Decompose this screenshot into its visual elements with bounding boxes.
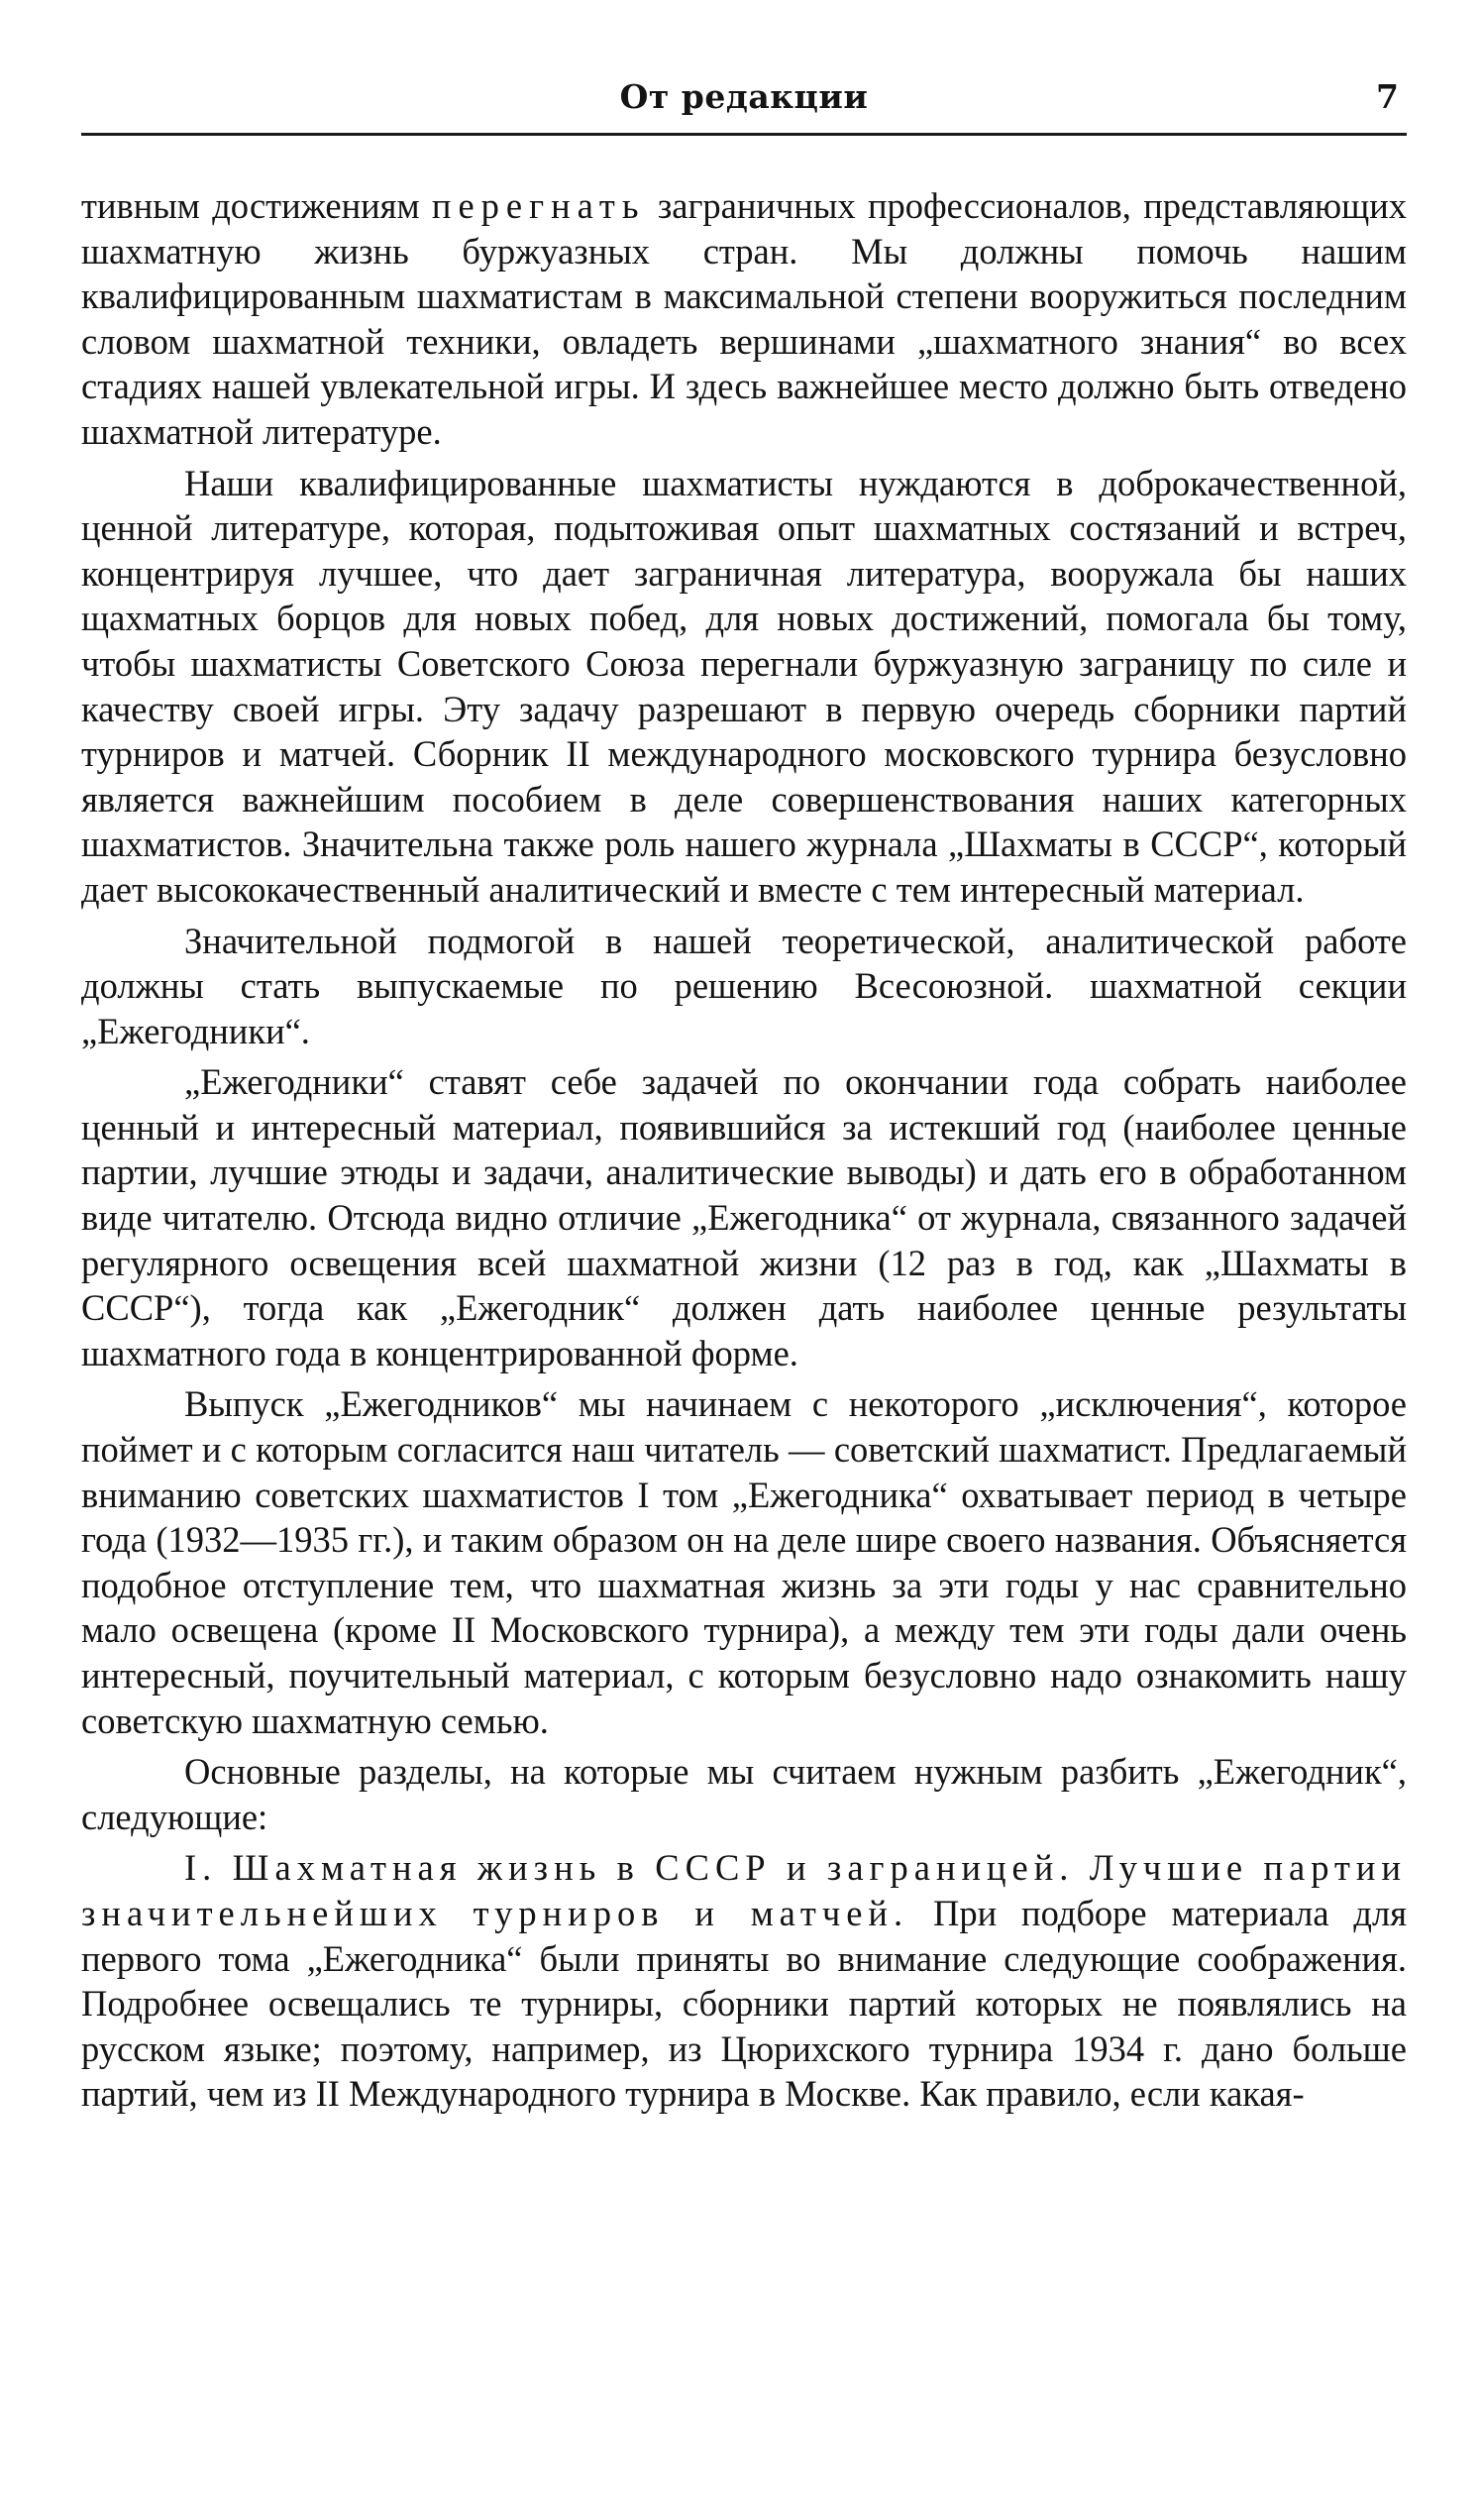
paragraph-3: Значительной подмогой в нашей теоретической, аналитической работе должны стать выпускаемые по решению Всесоюзной. шахматной секции „Ежегодники“. xyxy=(81,920,1407,1051)
running-head xyxy=(81,75,1407,127)
paragraph-1-rest: заграничных профессионалов, представляющих шахматную жизнь буржуазных стран. Мы должны помочь нашим квалифицированным шахматистам в максимальной степени вооружиться последним словом шахматной техники, овладеть вершинами „шахматного знания“ во всех стадиях нашей увлекательной игры. И здесь важнейшее место должно быть отведено шахматной литературе. xyxy=(81,185,1407,452)
paragraph-7 xyxy=(81,1845,1407,2117)
paragraph-1 xyxy=(81,183,1407,455)
paragraph-6: Основные разделы, на которые мы считаем нужным разбить „Ежегодник“, следующие: xyxy=(81,1751,1407,1837)
paragraph-5: Выпуск „Ежегодников“ мы начинаем с некоторого „исключения“, которое поймет и с которым согласится наш читатель — советский шахматист. Предлагаемый вниманию советских шахматистов I том „Ежегодника“ охватывает период в четыре года (1932—1935 гг.), и таким образом он на деле шире своего названия. Объясняется подобное отступление тем, что шахматная жизнь за эти годы у нас сравнительно мало освещена (кроме II Московского турнира), а между тем эти годы дали очень интересный, поучительный материал, с которым безусловно надо ознакомить нашу советскую шахматную семью. xyxy=(81,1383,1407,1741)
body-text xyxy=(81,183,1407,2123)
header-rule xyxy=(81,133,1407,136)
spaced-emphasis: перегнать xyxy=(431,185,646,226)
section-heading: I. Шахматная жизнь в СССР и заграницей. Лучшие партии значительнейших турниров и матчей. xyxy=(81,1847,1407,1933)
paragraph-4: „Ежегодники“ ставят себе задачей по окончании года собрать наиболее ценный и интересный материал, появившийся за истекший год (наиболее ценные партии, лучшие этюды и задачи, аналитические выводы) и дать его в обработанном виде читателю. Отсюда видно отличие „Ежегодника“ от журнала, связанного задачей регулярного освещения всей шахматной жизни (12 раз в год, как „Шахматы в СССР“), тогда как „Ежегодник“ должен дать наиболее ценные результаты шахматного года в концентрированной форме. xyxy=(81,1061,1407,1373)
page-number: 7 xyxy=(1376,77,1399,116)
paragraph-1-intro: тивным достижениям xyxy=(81,185,432,226)
paragraph-2: Наши квалифицированные шахматисты нуждаются в доброкачественной, ценной литературе, которая, подытоживая опыт шахматных состязаний и встреч, концентрируя лучшее, что дает заграничная литература, вооружала бы наших щахматных борцов для новых побед, для новых достижений, помогала бы тому, чтобы шахматисты Советского Союза перегнали буржуазную заграницу по силе и качеству своей игры. Эту задачу разрешают в первую очередь сборники партий турниров и матчей. Сборник II международного московского турнира безусловно является важнейшим пособием в деле совершенствования наших категорных шахматистов. Значительна также роль нашего журнала „Шахматы в СССР“, который дает высококачественный аналитический и вместе с тем интересный материал. xyxy=(81,462,1407,910)
paragraph-7-rest: При подборе материала для первого тома „Ежегодника“ были приняты во внимание следующие соображения. Подробнее освещались те турниры, сборники партий которых не появлялись на русском языке; поэтому, например, из Цюрихского турнира 1934 г. дано больше партий, чем из II Международного турнира в Москве. Как правило, если какая- xyxy=(81,1892,1408,2115)
running-title: От редакции xyxy=(619,77,869,116)
